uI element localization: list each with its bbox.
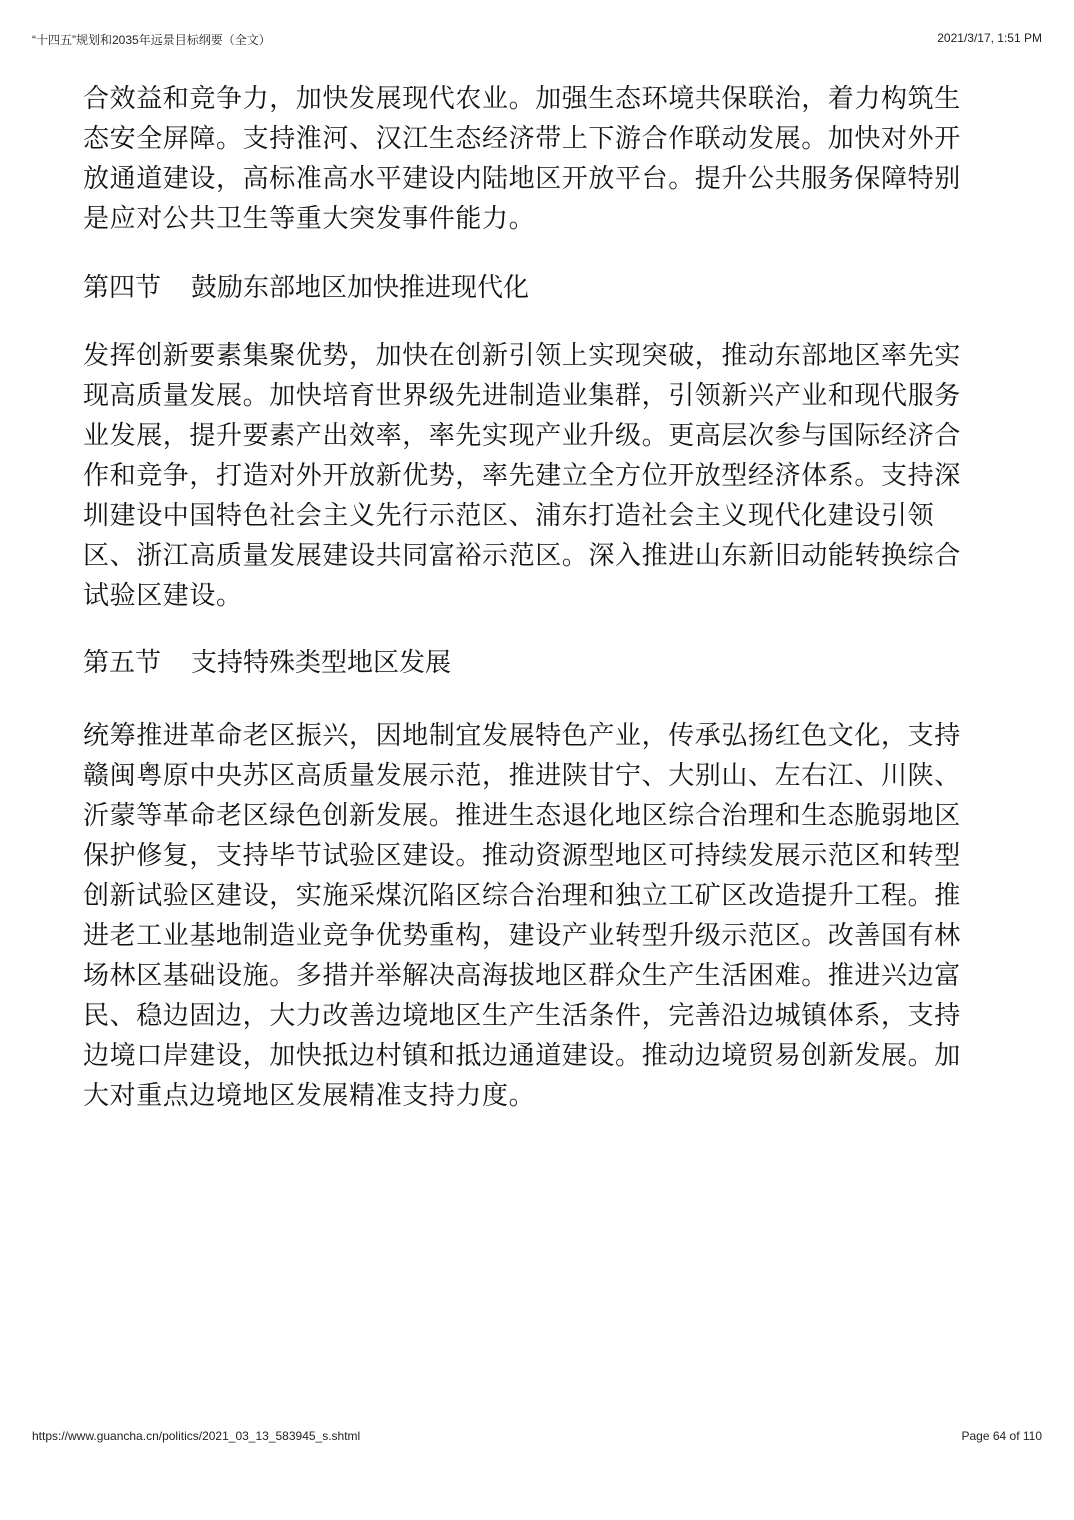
text-line: 边境口岸建设，加快抵边村镇和抵边通道建设。推动边境贸易创新发展。加 [83, 1040, 961, 1070]
section-4-heading [83, 267, 529, 307]
text-line: 作和竞争，打造对外开放新优势，率先建立全方位开放型经济体系。支持深 [83, 460, 961, 490]
text-line: 业发展，提升要素产出效率，率先实现产业升级。更高层次参与国际经济合 [83, 420, 961, 450]
text-line: 进老工业基地制造业竞争优势重构，建设产业转型升级示范区。改善国有林 [83, 920, 961, 950]
print-datetime: 2021/3/17, 1:51 PM [937, 31, 1042, 45]
text-line: 是应对公共卫生等重大突发事件能力。 [83, 203, 536, 233]
text-line: 大对重点边境地区发展精准支持力度。 [83, 1080, 536, 1110]
page-url: https://www.guancha.cn/politics/2021_03_13_583945_s.shtml [32, 1429, 361, 1443]
section-title: 支持特殊类型地区发展 [191, 647, 452, 677]
text-line: 合效益和竞争力，加快发展现代农业。加强生态环境共保联治，着力构筑生 [83, 83, 961, 113]
text-line: 放通道建设，高标准高水平建设内陆地区开放平台。提升公共服务保障特别 [83, 163, 961, 193]
section-number: 第五节 [83, 647, 162, 677]
text-line: 沂蒙等革命老区绿色创新发展。推进生态退化地区综合治理和生态脆弱地区 [83, 800, 961, 830]
page-number: Page 64 of 110 [961, 1429, 1042, 1443]
document-title: “十四五”规划和2035年远景目标纲要（全文） [32, 33, 271, 47]
paragraph-3 [83, 715, 993, 1115]
text-line: 现高质量发展。加快培育世界级先进制造业集群，引领新兴产业和现代服务 [83, 380, 961, 410]
text-line: 统筹推进革命老区振兴，因地制宜发展特色产业，传承弘扬红色文化，支持 [83, 720, 961, 750]
section-number: 第四节 [83, 272, 162, 302]
text-line: 发挥创新要素集聚优势，加快在创新引领上实现突破，推动东部地区率先实 [83, 340, 961, 370]
text-line: 保护修复，支持毕节试验区建设。推动资源型地区可持续发展示范区和转型 [83, 840, 961, 870]
text-line: 赣闽粤原中央苏区高质量发展示范，推进陕甘宁、大别山、左右江、川陕、 [83, 760, 961, 790]
section-title: 鼓励东部地区加快推进现代化 [191, 272, 530, 302]
text-line: 民、稳边固边，大力改善边境地区生产生活条件，完善沿边城镇体系，支持 [83, 1000, 961, 1030]
text-line: 区、浙江高质量发展建设共同富裕示范区。深入推进山东新旧动能转换综合 [83, 540, 961, 570]
text-line: 场林区基础设施。多措并举解决高海拔地区群众生产生活困难。推进兴边富 [83, 960, 961, 990]
text-line: 试验区建设。 [83, 580, 243, 610]
text-line: 创新试验区建设，实施采煤沉陷区综合治理和独立工矿区改造提升工程。推 [83, 880, 961, 910]
paragraph-2 [83, 335, 993, 615]
paragraph-1 [83, 78, 993, 238]
section-5-heading [83, 642, 451, 682]
text-line: 态安全屏障。支持淮河、汉江生态经济带上下游合作联动发展。加快对外开 [83, 123, 961, 153]
text-line: 圳建设中国特色社会主义先行示范区、浦东打造社会主义现代化建设引领 [83, 500, 935, 530]
